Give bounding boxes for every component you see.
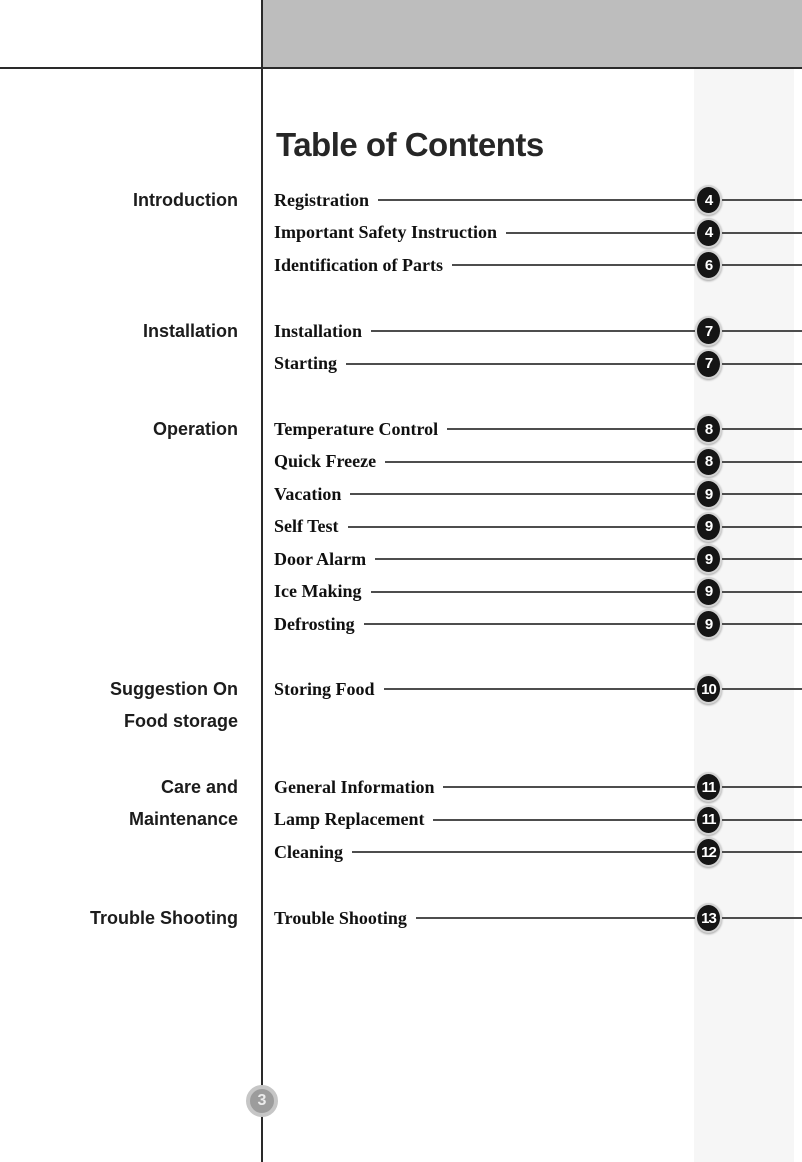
toc-entry-title: Storing Food <box>274 678 375 699</box>
leader-line-tail <box>722 428 802 430</box>
section-label <box>0 673 238 738</box>
section-label-line: Suggestion On <box>110 678 238 699</box>
leader-line <box>364 623 695 625</box>
toc-entry <box>274 249 802 282</box>
toc-entry-title: Registration <box>274 189 369 210</box>
section-entries <box>274 184 802 282</box>
section-entries <box>274 771 802 869</box>
toc-entry-title: Defrosting <box>274 613 355 634</box>
leader-line-tail <box>722 558 802 560</box>
leader-line <box>443 786 695 788</box>
leader-line <box>506 232 695 234</box>
leader-line <box>350 493 695 495</box>
leader-line-tail <box>722 623 802 625</box>
page-number-badge: 7 <box>695 349 722 379</box>
toc-entry <box>274 478 802 511</box>
page-number-badge: 9 <box>695 512 722 542</box>
page-number-badge: 9 <box>695 544 722 574</box>
page-number-badge: 10 <box>695 674 722 704</box>
leader-line <box>433 819 695 821</box>
page-number-badge: 12 <box>695 837 722 867</box>
leader-line <box>452 264 695 266</box>
toc-entry-title: Ice Making <box>274 581 362 602</box>
section-label-line: Operation <box>152 418 238 439</box>
section-label-line: Introduction <box>133 189 238 210</box>
leader-line-tail <box>722 493 802 495</box>
page-title: Table of Contents <box>276 126 544 164</box>
toc-entry <box>274 576 802 609</box>
page-number-badge: 7 <box>695 316 722 346</box>
leader-line <box>346 363 695 365</box>
section-label-line: Trouble Shooting <box>90 907 238 928</box>
vertical-divider <box>261 0 263 1162</box>
leader-line-tail <box>722 363 802 365</box>
toc-entry <box>274 184 802 217</box>
leader-line-tail <box>722 330 802 332</box>
leader-line-tail <box>722 264 802 266</box>
section-label <box>0 413 238 446</box>
leader-line <box>348 526 695 528</box>
page-number-badge: 9 <box>695 609 722 639</box>
horizontal-rule <box>0 67 802 69</box>
toc-entry <box>274 413 802 446</box>
toc-entry-title: Trouble Shooting <box>274 907 407 928</box>
toc-entry-title: Cleaning <box>274 841 344 862</box>
leader-line-tail <box>722 786 802 788</box>
toc-entry <box>274 608 802 641</box>
toc-entry-title: Vacation <box>274 483 342 504</box>
toc-entry <box>274 804 802 837</box>
section-label-line: Maintenance <box>128 809 238 830</box>
leader-line <box>384 688 695 690</box>
leader-line-tail <box>722 232 802 234</box>
toc-entry <box>274 771 802 804</box>
leader-line <box>385 461 695 463</box>
toc-entry-title: Lamp Replacement <box>274 809 425 830</box>
leader-line <box>378 199 695 201</box>
leader-line-tail <box>722 199 802 201</box>
toc-entry-title: Installation <box>274 320 363 341</box>
toc-entry-title: Identification of Parts <box>274 254 443 275</box>
section-label <box>0 902 238 935</box>
page-number-badge: 13 <box>695 903 722 933</box>
toc-entry <box>274 511 802 544</box>
page-number-badge: 11 <box>695 805 722 835</box>
leader-line-tail <box>722 819 802 821</box>
leader-line <box>447 428 695 430</box>
toc-entry <box>274 673 802 706</box>
toc-entry <box>274 217 802 250</box>
page-number-badge: 4 <box>695 218 722 248</box>
leader-line-tail <box>722 591 802 593</box>
leader-line-tail <box>722 851 802 853</box>
leader-line <box>352 851 695 853</box>
toc-entry <box>274 836 802 869</box>
toc-entry-title: Self Test <box>274 516 339 537</box>
leader-line <box>371 591 696 593</box>
leader-line-tail <box>722 526 802 528</box>
toc-entry <box>274 315 802 348</box>
section-label <box>0 315 238 348</box>
toc-entry-title: Door Alarm <box>274 548 367 569</box>
page-number-badge: 9 <box>695 577 722 607</box>
toc-entry <box>274 348 802 381</box>
section-entries <box>274 315 802 380</box>
page-number-badge: 4 <box>695 185 722 215</box>
leader-line-tail <box>722 688 802 690</box>
page-number-badge: 11 <box>695 772 722 802</box>
leader-line <box>371 330 695 332</box>
section-entries <box>274 413 802 641</box>
toc-entry <box>274 902 802 935</box>
page-number-badge: 9 <box>695 479 722 509</box>
leader-line <box>416 917 695 919</box>
footer-page-number: 3 <box>246 1085 278 1117</box>
toc-entry-title: Quick Freeze <box>274 451 377 472</box>
toc-entry-title: Starting <box>274 353 337 374</box>
section-label-line: Installation <box>142 320 238 341</box>
leader-line <box>375 558 695 560</box>
section-label-line: Food storage <box>123 711 238 732</box>
toc-entry-title: Temperature Control <box>274 418 439 439</box>
page-number-badge: 8 <box>695 447 722 477</box>
toc-entry <box>274 446 802 479</box>
section-entries <box>274 902 802 935</box>
section-entries <box>274 673 802 706</box>
leader-line-tail <box>722 917 802 919</box>
section-label-line: Care and <box>160 776 238 797</box>
section-label <box>0 771 238 836</box>
leader-line-tail <box>722 461 802 463</box>
header-bar <box>263 0 802 67</box>
toc-entry-title: General Information <box>274 776 435 797</box>
toc-entry <box>274 543 802 576</box>
page-number-badge: 8 <box>695 414 722 444</box>
page-number-badge: 6 <box>695 250 722 280</box>
toc-entry-title: Important Safety Instruction <box>274 222 497 243</box>
section-label <box>0 184 238 217</box>
